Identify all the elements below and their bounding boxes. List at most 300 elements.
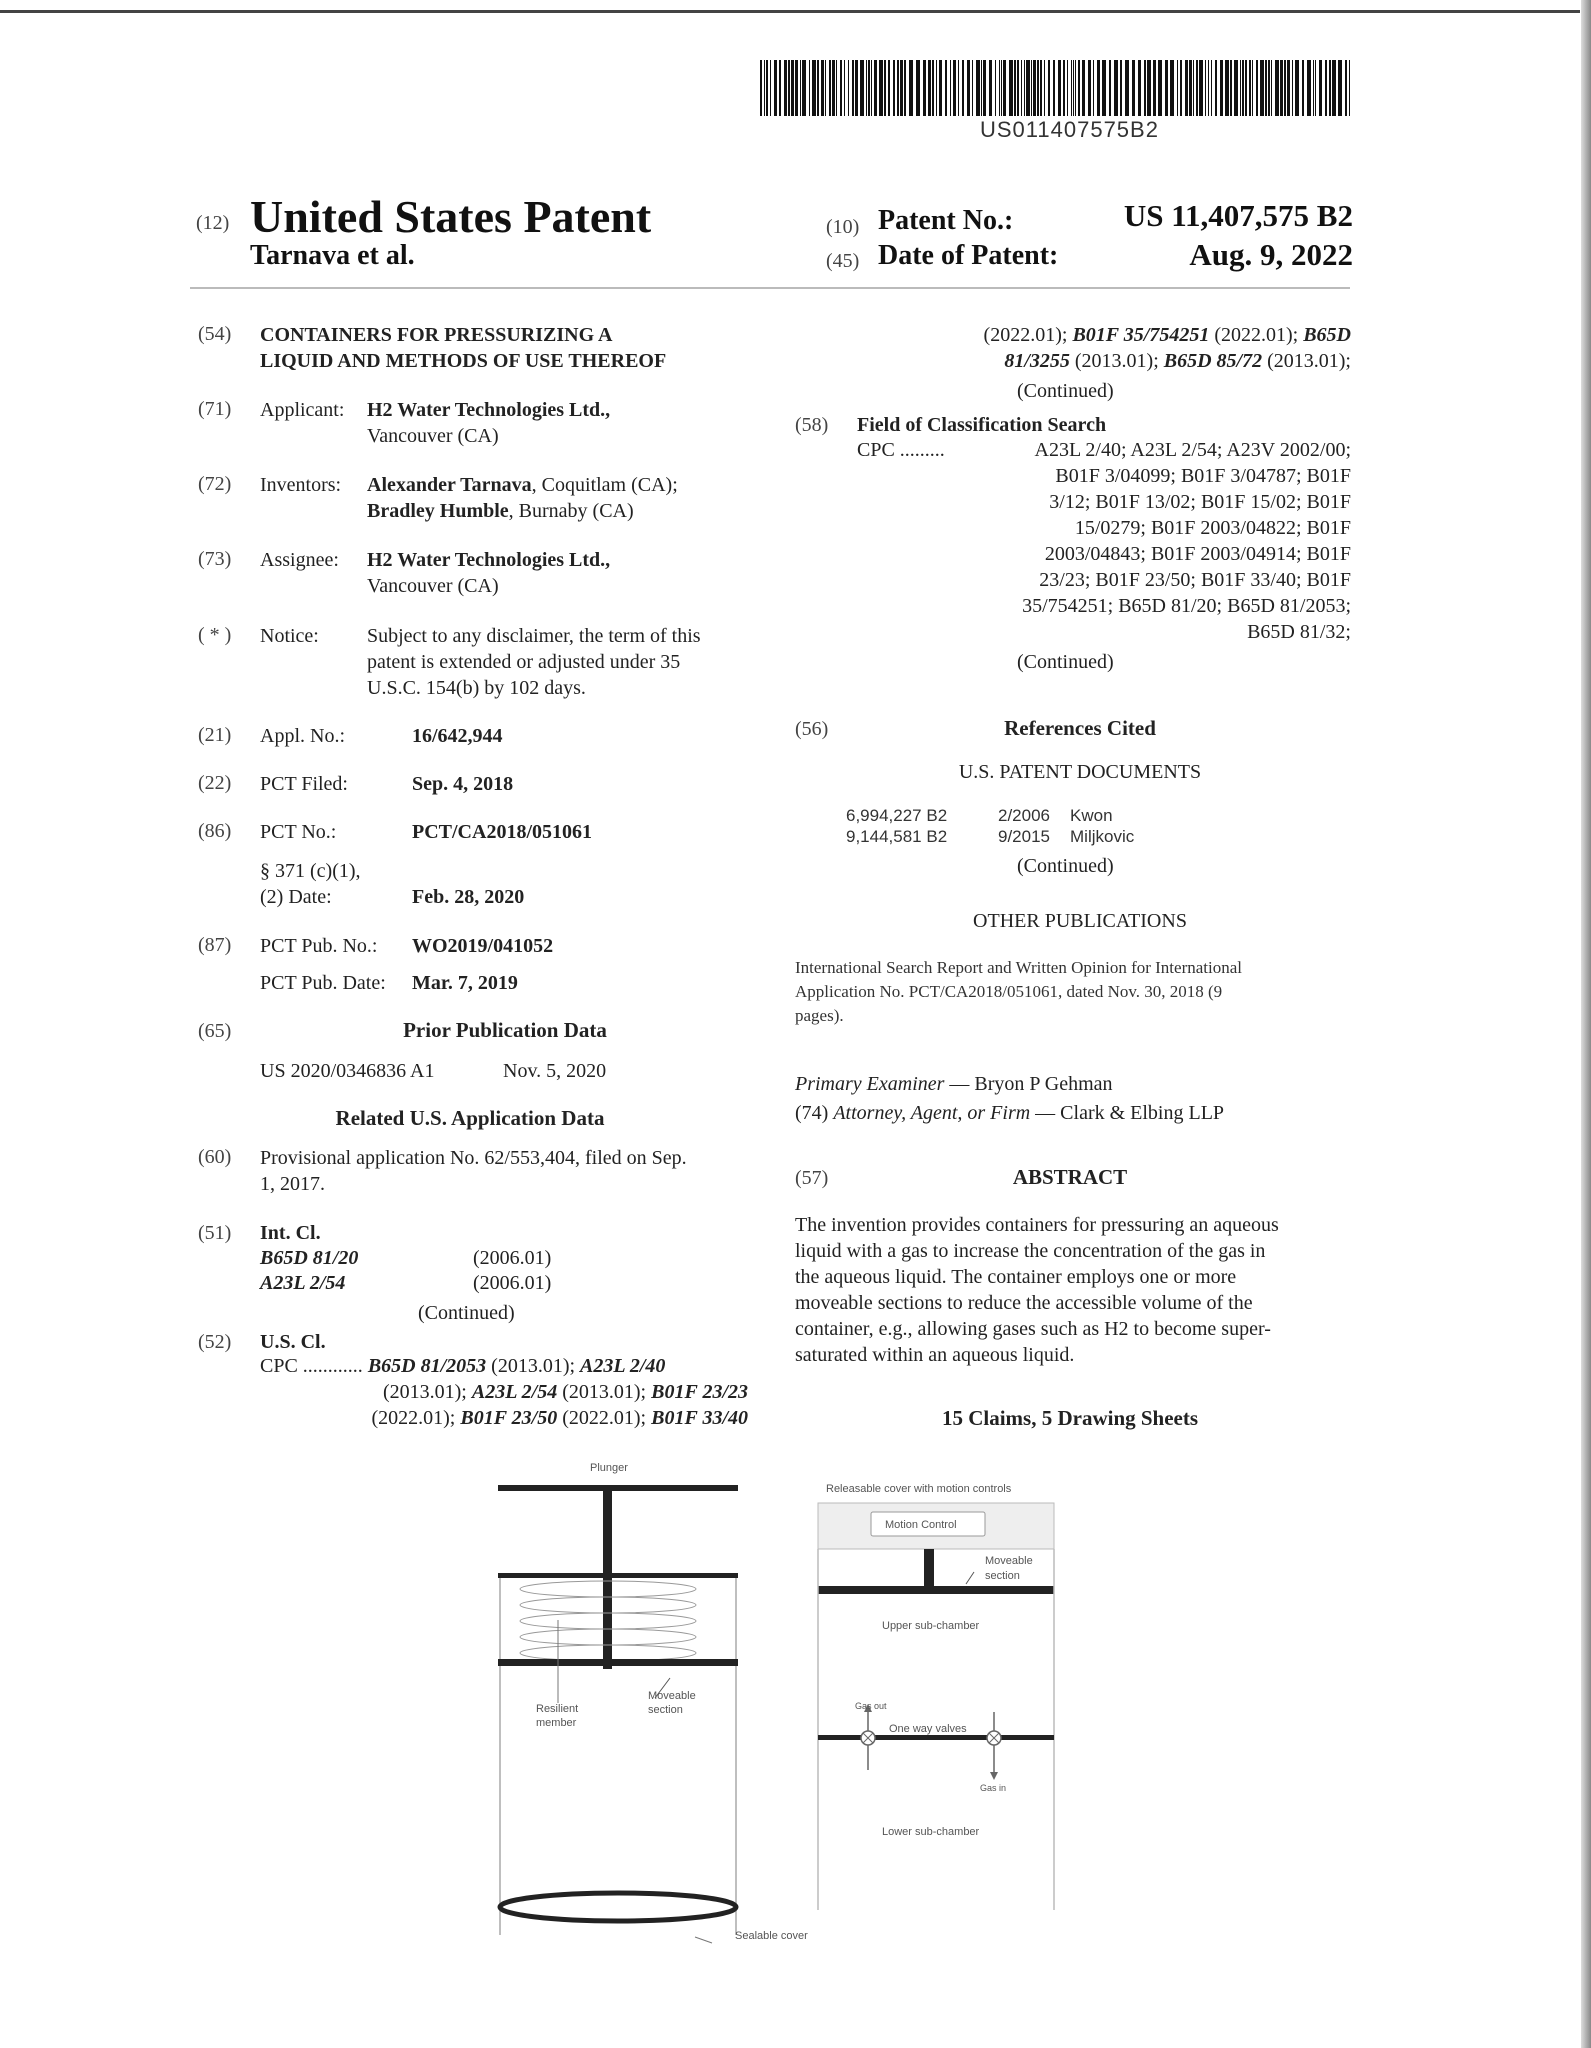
label-lower-sub-chamber: Lower sub-chamber [882, 1826, 980, 1838]
us-cl-cpc-label: CPC ............ [260, 1355, 363, 1377]
figure-right [810, 1480, 1070, 1920]
pct-pub-no: WO2019/041052 [412, 935, 554, 957]
barcode-bar [800, 60, 801, 116]
ref-2-name: Miljkovic [1070, 827, 1135, 846]
scan-right-edge [1581, 0, 1591, 2048]
label-plunger: Plunger [590, 1462, 628, 1474]
provisional-line1: Provisional application No. 62/553,404, filed on Sep. [260, 1147, 687, 1169]
notice-label: Notice: [260, 625, 319, 647]
prior-publication-date: Nov. 5, 2020 [503, 1060, 607, 1082]
barcode-bar [1268, 60, 1270, 116]
claims-and-sheets: 15 Claims, 5 Drawing Sheets [941, 1406, 1199, 1430]
abstract-line1: The invention provides containers for pressuring an aqueous [795, 1214, 1279, 1236]
barcode-bar [909, 60, 913, 116]
label-sealable-cover: Sealable cover [735, 1930, 808, 1942]
barcode-bar [1071, 60, 1072, 116]
barcode-bar [1063, 60, 1065, 116]
barcode-bar [1021, 60, 1022, 116]
us-cl-version-c: (2013.01); [557, 1381, 652, 1403]
assignee-location: Vancouver (CA) [367, 575, 499, 597]
barcode-bar [1037, 60, 1039, 116]
patent-number: US 11,407,575 B2 [1123, 198, 1353, 233]
appl-no-label: Appl. No.: [260, 725, 345, 747]
prior-publication-number: US 2020/0346836 A1 [260, 1060, 435, 1082]
barcode-bar [1242, 60, 1244, 116]
label-resilient-2: member [536, 1717, 577, 1729]
barcode-bar [844, 60, 845, 116]
applicant-location: Vancouver (CA) [367, 425, 499, 447]
barcode-bar [1230, 60, 1232, 116]
moveable-section-bar [498, 1659, 738, 1666]
refs-continued: (Continued) [1017, 855, 1114, 877]
int-cl-1-code: B65D 81/20 [260, 1247, 359, 1269]
barcode-bar [939, 60, 942, 116]
barcode-bar [1053, 60, 1055, 116]
barcode-bar [1024, 60, 1025, 116]
barcode-bar [972, 60, 973, 116]
ref-2-date: 9/2015 [998, 827, 1050, 846]
assignee-label: Assignee: [260, 549, 339, 571]
prior-publication-heading: Prior Publication Data [403, 1018, 607, 1042]
ref-1-date: 2/2006 [998, 806, 1050, 825]
barcode-bar [1075, 60, 1076, 116]
barcode-bar [795, 60, 798, 116]
barcode-bar [1180, 60, 1182, 116]
barcode-bar [1009, 60, 1013, 116]
barcode-bar [825, 60, 826, 116]
abstract-line6: saturated within an aqueous liquid. [795, 1344, 1075, 1366]
barcode-bar [936, 60, 937, 116]
barcode-bar [1252, 60, 1253, 116]
barcode-bar [1033, 60, 1036, 116]
barcode-bar [923, 60, 926, 116]
barcode-bar [989, 60, 992, 116]
barcode-bar [976, 60, 980, 116]
code-54: (54) [198, 323, 232, 345]
barcode-bar [1073, 60, 1074, 116]
us-cl-cont-version-1: (2022.01); [983, 324, 1073, 346]
barcode-bar [832, 60, 835, 116]
barcode-bar [1120, 60, 1122, 116]
figure-left [480, 1455, 780, 1955]
barcode-bar [1170, 60, 1174, 116]
code-86: (86) [198, 820, 232, 842]
label-gas-out: Gas out [855, 1701, 887, 1711]
barcode-bar [1245, 60, 1247, 116]
inventors-label: Inventors: [260, 474, 342, 496]
barcode-bar [774, 60, 777, 116]
inventor-2-location: , Burnaby (CA) [508, 500, 634, 522]
us-cl-code-f: B01F 33/40 [651, 1407, 748, 1429]
us-cl-line2 [383, 1379, 748, 1405]
barcode-bar [836, 60, 837, 116]
abstract-line4: moveable sections to reduce the accessible volume of the [795, 1292, 1253, 1314]
barcode-bar [1003, 60, 1006, 116]
plunger-rod [603, 1491, 612, 1669]
field-line6: 23/23; B01F 23/50; B01F 33/40; B01F [1039, 569, 1351, 591]
divider-plate [818, 1735, 1054, 1740]
barcode-bar [981, 60, 982, 116]
barcode-bar [1199, 60, 1203, 116]
barcode-bar [1093, 60, 1094, 116]
code-87: (87) [198, 934, 232, 956]
barcode-bar [893, 60, 895, 116]
field-of-search-heading: Field of Classification Search [857, 414, 1107, 436]
barcode-bar [812, 60, 816, 116]
barcode-bar [1256, 60, 1258, 116]
section-371-line2: (2) Date: [260, 886, 332, 908]
barcode-bar [1260, 60, 1264, 116]
abstract-line3: the aqueous liquid. The container employs one or more [795, 1266, 1237, 1288]
abstract-line5: container, e.g., allowing gases such as H2 to become super- [795, 1318, 1271, 1340]
int-cl-continued: (Continued) [418, 1302, 515, 1324]
barcode-bar [1329, 60, 1331, 116]
other-publication-line2: Application No. PCT/CA2018/051061, dated Nov. 30, 2018 (9 [795, 982, 1223, 1001]
barcode-bar [1249, 60, 1251, 116]
barcode-bar [1132, 60, 1135, 116]
field-line7: 35/754251; B65D 81/20; B65D 81/2053; [1022, 595, 1351, 617]
us-cl-code-b: A23L 2/40 [580, 1355, 666, 1377]
code-57: (57) [795, 1167, 829, 1189]
barcode-bar [802, 60, 806, 116]
attorney [795, 1100, 1224, 1126]
barcode-bar [1048, 60, 1050, 116]
barcode-bar [1147, 60, 1151, 116]
barcode-bar [1185, 60, 1188, 116]
barcode-bar [871, 60, 872, 116]
barcode-bar [1225, 60, 1229, 116]
barcode-bar [1211, 60, 1212, 116]
us-cl-cont-code-b2: 81/3255 [1004, 350, 1070, 372]
barcode-bar [1234, 60, 1238, 116]
attorney-code: (74) [795, 1102, 834, 1124]
barcode-bar [764, 60, 765, 116]
barcode-bar [1109, 60, 1111, 116]
moveable-pointer [966, 1572, 974, 1584]
barcode-bar [840, 60, 842, 116]
barcode-bar [897, 60, 899, 116]
examiner-name: — Bryon P Gehman [944, 1073, 1113, 1095]
barcode-bar [1158, 60, 1162, 116]
abstract-line2: liquid with a gas to increase the concentration of the gas in [795, 1240, 1266, 1262]
barcode-bar [779, 60, 781, 116]
code-22: (22) [198, 772, 232, 794]
code-71: (71) [198, 398, 232, 420]
barcode-bar [904, 60, 906, 116]
us-cl-cont-continued: (Continued) [1017, 380, 1114, 402]
pct-filed-label: PCT Filed: [260, 773, 348, 795]
section-371-line1: § 371 (c)(1), [260, 860, 361, 882]
section-371-date: Feb. 28, 2020 [412, 886, 525, 908]
barcode-bar [967, 60, 970, 116]
barcode-bar [958, 60, 959, 116]
barcode-bar [1125, 60, 1129, 116]
us-cl-cont-version-4: (2013.01); [1262, 350, 1351, 372]
code-60: (60) [198, 1146, 232, 1168]
barcode-bar [1319, 60, 1322, 116]
int-cl-label: Int. Cl. [260, 1222, 321, 1244]
us-cl-version-e: (2022.01); [557, 1407, 652, 1429]
barcode-bar [788, 60, 790, 116]
pct-no-label: PCT No.: [260, 821, 337, 843]
invention-title-line2: LIQUID AND METHODS OF USE THEREOF [260, 350, 667, 372]
barcode-bar [1026, 60, 1030, 116]
label-moveable-1: Moveable [648, 1690, 696, 1702]
barcode-bar [1295, 60, 1299, 116]
other-publication-line3: pages). [795, 1006, 844, 1025]
date-of-patent: Aug. 9, 2022 [1189, 237, 1353, 272]
moveable-section-plate [818, 1586, 1054, 1594]
barcode-bar [1345, 60, 1347, 116]
barcode-bar [884, 60, 886, 116]
barcode-bar [791, 60, 794, 116]
field-line1: A23L 2/40; A23L 2/54; A23V 2002/00; [1034, 439, 1351, 461]
attorney-label: Attorney, Agent, or Firm [833, 1102, 1031, 1124]
barcode-bar [1153, 60, 1156, 116]
barcode-bar [868, 60, 870, 116]
patent-type-title: United States Patent [250, 191, 652, 242]
code-58: (58) [795, 414, 829, 436]
barcode-bar [879, 60, 883, 116]
us-cl-line1 [260, 1353, 665, 1379]
label-moveable-1: Moveable [985, 1555, 1033, 1567]
barcode-bar [1078, 60, 1080, 116]
barcode-bar [821, 60, 824, 116]
us-cl-label: U.S. Cl. [260, 1331, 326, 1353]
label-moveable-2: section [648, 1704, 683, 1716]
barcode-bar [784, 60, 787, 116]
field-line4: 15/0279; B01F 2003/04822; B01F [1074, 517, 1351, 539]
label-motion-control: Motion Control [885, 1519, 957, 1531]
pct-pub-no-label: PCT Pub. No.: [260, 935, 378, 957]
barcode-bar [1067, 60, 1068, 116]
label-resilient-1: Resilient [536, 1703, 579, 1715]
barcode-bar [817, 60, 819, 116]
label-one-way-valves: One way valves [889, 1723, 967, 1735]
int-cl-2-version: (2006.01) [473, 1272, 552, 1294]
ref-1-number: 6,994,227 B2 [846, 806, 948, 825]
code-73: (73) [198, 548, 232, 570]
barcode-bar [1196, 60, 1198, 116]
inventor-1 [367, 472, 678, 498]
pct-filed-date: Sep. 4, 2018 [412, 773, 514, 795]
patent-no-label: Patent No.: [878, 205, 1014, 236]
inventor-1-location: , Coquitlam (CA); [531, 474, 678, 496]
other-publications-heading: OTHER PUBLICATIONS [973, 910, 1187, 932]
barcode-bar [1017, 60, 1019, 116]
inventor-1-name: Alexander Tarnava [367, 474, 532, 496]
us-cl-cont-code-b1: B65D [1303, 324, 1351, 346]
barcode-bar [900, 60, 903, 116]
document-number: US011407575B2 [980, 117, 1159, 142]
notice-line3: U.S.C. 154(b) by 102 days. [367, 677, 586, 699]
abstract-heading: ABSTRACT [1012, 1165, 1128, 1189]
barcode-bar [860, 60, 864, 116]
pct-no: PCT/CA2018/051061 [412, 821, 592, 843]
barcode-bar [1040, 60, 1042, 116]
notice-line2: patent is extended or adjusted under 35 [367, 651, 681, 673]
barcode-bar [855, 60, 858, 116]
barcode-bar [1349, 60, 1350, 116]
barcode-bar [1044, 60, 1045, 116]
us-cl-cont-code-a: B01F 35/754251 [1072, 324, 1210, 346]
invention-title-line1: CONTAINERS FOR PRESSURIZING A [260, 324, 613, 346]
barcode-bar [999, 60, 1000, 116]
code-12: (12) [196, 212, 230, 234]
barcode-bar [1144, 60, 1146, 116]
barcode-bar [983, 60, 986, 116]
field-cpc-label: CPC ......... [857, 439, 945, 461]
us-cl-version-a: (2013.01); [486, 1355, 581, 1377]
barcode-bar [1302, 60, 1304, 116]
barcode-bar [829, 60, 831, 116]
us-cl-cont-line2 [1004, 348, 1351, 374]
barcode-bar [962, 60, 964, 116]
barcode-bar [1189, 60, 1192, 116]
us-cl-version-b: (2013.01); [382, 1381, 472, 1403]
barcode-bar [760, 60, 762, 116]
primary-examiner [795, 1071, 1113, 1097]
field-line2: B01F 3/04099; B01F 3/04787; B01F [1055, 465, 1351, 487]
us-cl-version-d: (2022.01); [371, 1407, 461, 1429]
barcode-bar [950, 60, 951, 116]
assignee-name: H2 Water Technologies Ltd., [367, 549, 611, 571]
valve-right [987, 1712, 1001, 1780]
barcode-bar [1280, 60, 1283, 116]
label-upper-sub-chamber: Upper sub-chamber [882, 1620, 980, 1632]
header-rule [190, 287, 1350, 289]
label-releasable-cover: Releasable cover with motion controls [826, 1483, 1012, 1495]
barcode-bar [1325, 60, 1327, 116]
us-cl-code-e: B01F 23/50 [460, 1407, 558, 1429]
us-patent-documents-heading: U.S. PATENT DOCUMENTS [958, 761, 1202, 783]
barcode-bar [1313, 60, 1314, 116]
barcode-bar [995, 60, 996, 116]
barcode-bar [1292, 60, 1293, 116]
date-of-patent-label: Date of Patent: [878, 240, 1059, 271]
field-line8: B65D 81/32; [1247, 621, 1351, 643]
int-cl-1-version: (2006.01) [473, 1247, 552, 1269]
barcode-bar [945, 60, 947, 116]
code-72: (72) [198, 473, 232, 495]
barcode-bar [1315, 60, 1316, 116]
ref-2-number: 9,144,581 B2 [846, 827, 948, 846]
field-line3: 3/12; B01F 13/02; B01F 15/02; B01F [1049, 491, 1351, 513]
barcode-bar [1031, 60, 1032, 116]
barcode-bar [770, 60, 771, 116]
barcode [760, 60, 1353, 116]
us-cl-line3 [371, 1405, 748, 1431]
authors: Tarnava et al. [250, 240, 415, 271]
barcode-bar [928, 60, 931, 116]
code-56: (56) [795, 718, 829, 740]
plunger-middle-bar [498, 1573, 738, 1578]
barcode-bar [1088, 60, 1091, 116]
valve-left [861, 1704, 875, 1770]
barcode-bar [1208, 60, 1209, 116]
us-cl-cont-line1 [984, 322, 1351, 348]
barcode-bar [1275, 60, 1279, 116]
label-moveable-2: section [985, 1570, 1020, 1582]
code-45: (45) [826, 250, 860, 272]
applicant-name: H2 Water Technologies Ltd., [367, 399, 611, 421]
barcode-bar [1307, 60, 1311, 116]
barcode-bar [916, 60, 920, 116]
notice-line1: Subject to any disclaimer, the term of this [367, 625, 701, 647]
code-65: (65) [198, 1020, 232, 1042]
field-continued: (Continued) [1017, 651, 1114, 673]
barcode-bar [1114, 60, 1118, 116]
related-application-heading: Related U.S. Application Data [335, 1106, 605, 1130]
us-cl-cont-version-2: (2022.01); [1209, 324, 1304, 346]
barcode-bar [1338, 60, 1342, 116]
barcode-bar [1058, 60, 1061, 116]
pct-pub-date: Mar. 7, 2019 [412, 972, 518, 994]
plunger-top-bar [498, 1485, 738, 1491]
barcode-bar [1205, 60, 1206, 116]
sealable-cover [500, 1893, 736, 1921]
scan-top-edge [0, 10, 1580, 13]
barcode-bar [1240, 60, 1241, 116]
inventor-2 [367, 498, 634, 524]
barcode-bar [866, 60, 867, 116]
barcode-bar [1082, 60, 1085, 116]
references-cited-heading: References Cited [1004, 716, 1156, 740]
label-gas-in: Gas in [980, 1783, 1007, 1793]
barcode-bar [848, 60, 849, 116]
code-notice: ( * ) [198, 624, 232, 646]
inventor-2-name: Bradley Humble [367, 500, 509, 522]
barcode-bar [1220, 60, 1223, 116]
motion-rod [924, 1549, 934, 1589]
code-51: (51) [198, 1222, 232, 1244]
barcode-bar [932, 60, 934, 116]
barcode-bar [1193, 60, 1194, 116]
attorney-name: — Clark & Elbing LLP [1030, 1102, 1225, 1124]
other-publication-line1: International Search Report and Written Opinion for International [795, 958, 1242, 977]
barcode-bar [1165, 60, 1168, 116]
barcode-bar [1287, 60, 1290, 116]
code-10: (10) [826, 216, 860, 238]
barcode-bar [1284, 60, 1286, 116]
examiner-label: Primary Examiner [795, 1073, 945, 1095]
provisional-line2: 1, 2017. [260, 1173, 325, 1195]
barcode-bar [874, 60, 877, 116]
barcode-bar [1102, 60, 1106, 116]
barcode-bar [1097, 60, 1100, 116]
us-cl-cont-code-c: B65D 85/72 [1163, 350, 1263, 372]
field-line5: 2003/04843; B01F 2003/04914; B01F [1044, 543, 1351, 565]
barcode-bar [1271, 60, 1272, 116]
barcode-bar [1138, 60, 1141, 116]
int-cl-2-code: A23L 2/54 [260, 1272, 346, 1294]
ref-1-name: Kwon [1070, 806, 1113, 825]
us-cl-code-c: A23L 2/54 [471, 1381, 558, 1403]
sealable-pointer [695, 1937, 712, 1943]
barcode-bar [953, 60, 956, 116]
barcode-bar [1265, 60, 1267, 116]
us-cl-code-a: B65D 81/2053 [367, 1355, 487, 1377]
applicant-label: Applicant: [260, 399, 345, 421]
barcode-bar [809, 60, 810, 116]
pct-pub-date-label: PCT Pub. Date: [260, 972, 386, 994]
barcode-bar [766, 60, 768, 116]
appl-no: 16/642,944 [412, 725, 503, 747]
barcode-bar [1215, 60, 1217, 116]
barcode-bar [1332, 60, 1336, 116]
us-cl-cont-version-3: (2013.01); [1069, 350, 1164, 372]
barcode-bar [1177, 60, 1178, 116]
